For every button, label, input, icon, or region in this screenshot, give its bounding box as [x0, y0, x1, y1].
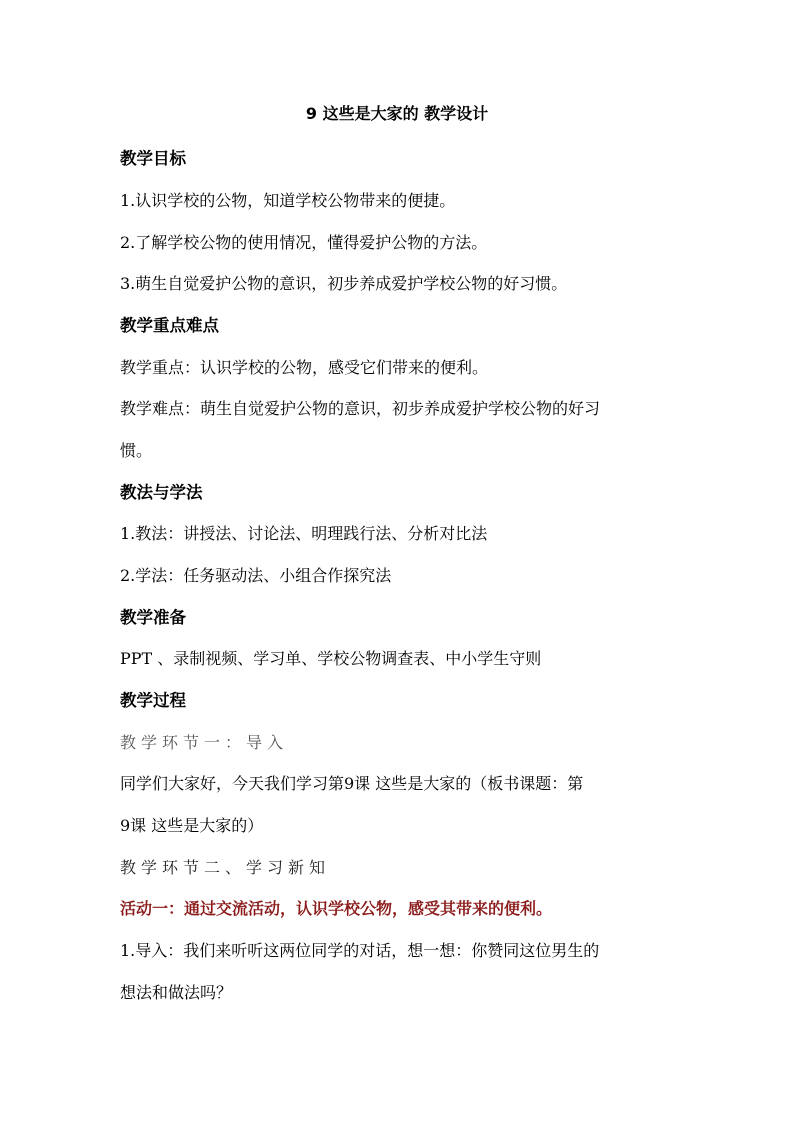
learning-method: 2.学法：任务驱动法、小组合作探究法	[120, 566, 392, 585]
key-point-difficulty-line2: 惯。	[120, 441, 153, 460]
objective-item-1: 1.认识学校的公物，知道学校公物带来的便捷。	[120, 191, 456, 210]
objective-item-3: 3.萌生自觉爱护公物的意识，初步养成爱护学校公物的好习惯。	[120, 274, 568, 293]
process-step-1: 教学环节一：导入	[120, 733, 289, 752]
activity-1-heading: 活动一：通过交流活动，认识学校公物，感受其带来的便利。	[120, 899, 553, 918]
process-step-2: 教学环节二、学习新知	[120, 858, 331, 877]
preparation-text: PPT 、录制视频、学习单、学校公物调查表、中小学生守则	[120, 649, 542, 668]
process-heading: 教学过程	[120, 691, 186, 710]
document-title: 9 这些是大家的 教学设计	[305, 104, 489, 123]
objectives-heading: 教学目标	[120, 149, 186, 168]
lead-in-line-2: 想法和做法吗？	[120, 983, 233, 1002]
teaching-method: 1.教法：讲授法、讨论法、明理践行法、分析对比法	[120, 524, 488, 543]
key-point-difficulty-line1: 教学难点：萌生自觉爱护公物的意识，初步养成爱护学校公物的好习	[120, 399, 601, 418]
preparation-heading: 教学准备	[120, 608, 186, 627]
intro-line-1: 同学们大家好，今天我们学习第9课 这些是大家的（板书课题：第	[120, 774, 584, 793]
intro-line-2: 9课 这些是大家的）	[120, 816, 264, 835]
lead-in-line-1: 1.导入：我们来听听这两位同学的对话，想一想：你赞同这位男生的	[120, 941, 600, 960]
methods-heading: 教法与学法	[120, 483, 203, 502]
key-point-focus: 教学重点：认识学校的公物，感受它们带来的便利。	[120, 358, 489, 377]
key-points-heading: 教学重点难点	[120, 316, 219, 335]
objective-item-2: 2.了解学校公物的使用情况，懂得爱护公物的方法。	[120, 233, 488, 252]
